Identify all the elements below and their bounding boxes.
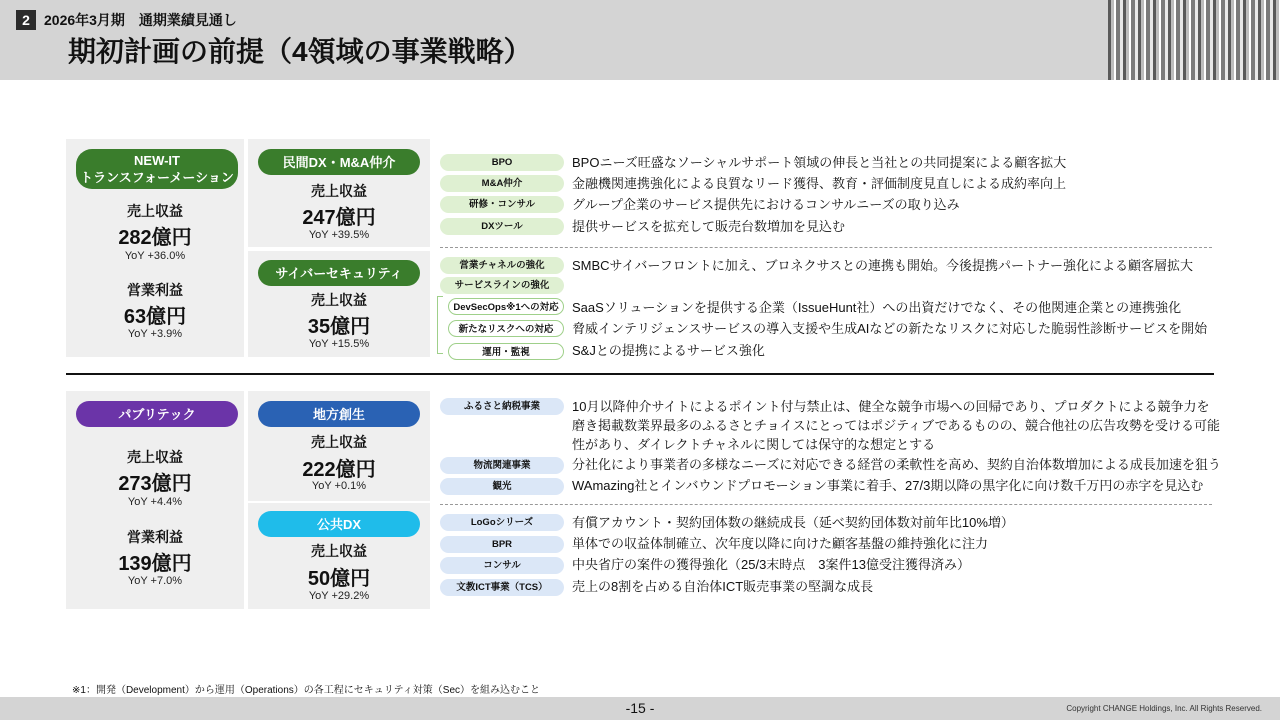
tag-kanko: 観光 [440, 478, 564, 495]
desc-unyo: S&Jとの提携によるサービス強化 [572, 343, 765, 358]
section-subtitle: 2026年3月期 通期業績見通し [44, 12, 237, 28]
chiho-sales-value: 222億円 [302, 459, 376, 481]
desc-channel: SMBCサイバーフロントに加え、ブロネクサスとの連携も開始。今後提携パートナー強化による顧客層拡大 [572, 258, 1193, 273]
newit-op-yoy: YoY +3.9% [127, 328, 183, 340]
publitech-sales-yoy: YoY +4.4% [127, 496, 183, 508]
publitech-panel [66, 391, 244, 609]
desc-dxtool: 提供サービスを拡充して販売台数増加を見込む [572, 219, 846, 234]
desc-newrisk: 脅威インテリジェンスサービスの導入支援や生成AIなどの新たなリスクに対応した脆弱性診断サービスを開始 [572, 321, 1208, 336]
desc-devsecops: SaaSソリューションを提供する企業（IssueHunt社）への出資だけでなく、その他関連企業との連携強化 [572, 300, 1182, 315]
tag-dxtool: DXツール [440, 218, 564, 235]
publitech-op-value: 139億円 [118, 553, 192, 575]
publitech-op-label: 営業利益 [127, 529, 183, 545]
desc-kenshu: グループ企業のサービス提供先におけるコンサルニーズの取り込み [572, 197, 960, 212]
desc-logo: 有償アカウント・契約団体数の継続成長（延べ契約団体数対前年比10%増） [572, 515, 1014, 530]
tag-channel: 営業チャネルの強化 [440, 257, 564, 274]
desc-ma: 金融機関連携強化による良質なリード獲得、教育・評価制度見直しによる成約率向上 [572, 176, 1067, 191]
copyright: Copyright CHANGE Holdings, Inc. All Rights Reserved. [1066, 704, 1262, 713]
koukyo-sales-yoy: YoY +29.2% [308, 590, 370, 602]
tag-tcs: 文教ICT事業（TCS） [440, 579, 564, 596]
desc-bpo: BPOニーズ旺盛なソーシャルサポート領域の伸長と当社との共同提案による顧客拡大 [572, 155, 1067, 170]
tag-kenshu: 研修・コンサル [440, 196, 564, 213]
tag-butsuryu: 物流関連事業 [440, 457, 564, 474]
cyber-title-pill: サイバーセキュリティ [258, 260, 420, 286]
serviceline-bracket [437, 296, 443, 354]
footnote: ※1：開発（Development）から運用（Operations）の各工程にセキュリティ対策（Sec）を組み込むこと [72, 685, 541, 696]
newit-title-line1: NEW-IT [134, 153, 180, 168]
chiho-title-pill: 地方創生 [258, 401, 420, 427]
cyber-sales-yoy: YoY +15.5% [308, 338, 370, 350]
dotted-separator-bottom [440, 504, 1212, 505]
chiho-sales-label: 売上収益 [311, 434, 367, 450]
desc-kanko: WAmazing社とインバウンドプロモーション事業に着手、27/3期以降の黒字化に向け数千万円の赤字を見込む [572, 478, 1204, 493]
newit-sales-label: 売上収益 [127, 203, 183, 219]
minkan-panel [248, 139, 430, 247]
chiho-sales-yoy: YoY +0.1% [311, 480, 367, 492]
dotted-separator [440, 247, 1212, 248]
newit-panel [66, 139, 244, 357]
page-number: -15 - [625, 700, 655, 716]
minkan-sales-value: 247億円 [302, 207, 376, 229]
cyber-sales-label: 売上収益 [311, 292, 367, 308]
newit-title-pill [76, 149, 238, 189]
desc-butsuryu: 分社化により事業者の多様なニーズに対応できる経営の柔軟性を高め、契約自治体数増加による成長加速を狙う [572, 457, 1221, 472]
newit-sales-yoy: YoY +36.0% [124, 250, 186, 262]
koukyo-sales-label: 売上収益 [311, 543, 367, 559]
decorative-stripes [1108, 0, 1280, 80]
desc-tcs: 売上の8割を占める自治体ICT販売事業の堅調な成長 [572, 579, 874, 594]
cyber-panel [248, 251, 430, 357]
newit-title-line2: トランスフォーメーション [80, 170, 234, 185]
tag-logo: LoGoシリーズ [440, 514, 564, 531]
newit-op-label: 営業利益 [127, 282, 183, 298]
koukyo-sales-value: 50億円 [307, 568, 371, 590]
tag-consul: コンサル [440, 557, 564, 574]
desc-bpr: 単体での収益体制確立、次年度以降に向けた顧客基盤の維持強化に注力 [572, 536, 989, 551]
section-number: 2 [16, 10, 36, 30]
koukyo-panel [248, 503, 430, 609]
minkan-title-pill: 民間DX・M&A仲介 [258, 149, 420, 175]
publitech-sales-value: 273億円 [118, 473, 192, 495]
tag-devsecops: DevSecOps※1への対応 [448, 298, 564, 315]
tag-newrisk: 新たなリスクへの対応 [448, 320, 564, 337]
publitech-sales-label: 売上収益 [127, 449, 183, 465]
chiho-panel [248, 391, 430, 501]
newit-op-value: 63億円 [123, 306, 187, 328]
section-divider [66, 373, 1214, 375]
tag-furusato: ふるさと納税事業 [440, 398, 564, 415]
minkan-sales-yoy: YoY +39.5% [308, 229, 370, 241]
page-title: 期初計画の前提（4領域の事業戦略） [68, 36, 532, 67]
desc-consul: 中央省庁の案件の獲得強化（25/3末時点 3案件13億受注獲得済み） [572, 557, 970, 572]
header-bar [0, 0, 1280, 80]
desc-furusato: 10月以降仲介サイトによるポイント付与禁止は、健全な競争市場への回帰であり、プロダクトによる競争力を磨き掲載数業界最多のふるさとチョイスにとってはポジティブであるものの、競合他社の広告攻勢を受ける可能性があり、ダイレクトチャネルに関しては保守的な想定とする [572, 399, 1221, 452]
tag-bpo: BPO [440, 154, 564, 171]
koukyo-title-pill: 公共DX [258, 511, 420, 537]
tag-unyo: 運用・監視 [448, 343, 564, 360]
tag-bpr: BPR [440, 536, 564, 553]
newit-sales-value: 282億円 [118, 227, 192, 249]
tag-ma: M&A仲介 [440, 175, 564, 192]
cyber-sales-value: 35億円 [307, 316, 371, 338]
tag-serviceline: サービスラインの強化 [440, 277, 564, 294]
publitech-title-pill: パブリテック [76, 401, 238, 427]
publitech-op-yoy: YoY +7.0% [127, 575, 183, 587]
minkan-sales-label: 売上収益 [311, 183, 367, 199]
